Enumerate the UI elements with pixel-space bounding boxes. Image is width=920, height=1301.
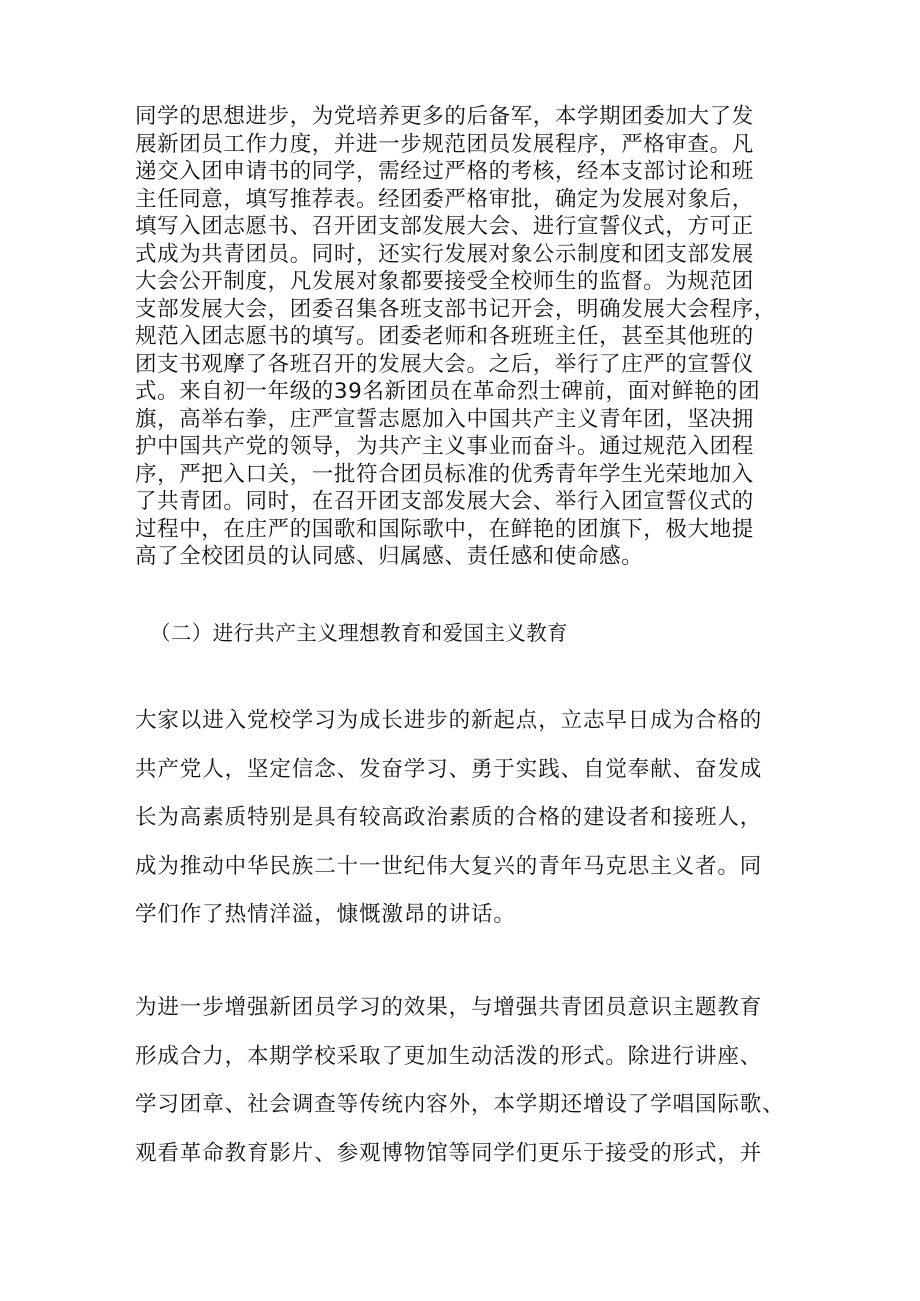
text-line: 主任同意，填写推荐表。经团委严格审批，确定为发展对象后， [135, 186, 754, 212]
text-line: 式成为共青团员。同时，还实行发展对象公示制度和团支部发展 [135, 241, 754, 267]
text-line: 高了全校团员的认同感、归属感、责任感和使命感。 [135, 544, 644, 569]
text-line: 学们作了热情洋溢，慷慨激昂的讲话。 [135, 902, 516, 927]
text-line: 递交入团申请书的同学，需经过严格的考核，经本支部讨论和班 [135, 159, 754, 184]
section-heading: （二）进行共产主义理想教育和爱国主义教育 [150, 621, 568, 645]
text-line: 展新团员工作力度，并进一步规范团员发展程序，严格审查。凡 [135, 131, 754, 157]
text-line: 规范入团志愿书的填写。团委老师和各班班主任，甚至其他班的 [135, 324, 754, 349]
text-line: 填写入团志愿书、召开团支部发展大会、进行宣誓仪式，方可正 [135, 214, 754, 239]
text-line: 形成合力，本期学校采取了更加生动活泼的形式。除进行讲座、 [135, 1043, 763, 1069]
text-line: 支部发展大会，团委召集各班支部书记开会，明确发展大会程序， [135, 296, 776, 322]
text-line: 大家以进入党校学习为成长进步的新起点，立志早日成为合格的 [135, 708, 763, 733]
text-line: 共产党人，坚定信念、发奋学习、勇于实践、自觉奉献、奋发成 [135, 756, 763, 782]
text-line: 了共青团。同时，在召开团支部发展大会、举行入团宣誓仪式的 [135, 489, 754, 514]
text-line: 学习团章、社会调查等传统内容外，本学期还增设了学唱国际歌、 [135, 1092, 785, 1117]
text-line: 过程中，在庄严的国歌和国际歌中，在鲜艳的团旗下，极大地提 [135, 516, 754, 542]
text-line: 护中国共产党的领导，为共产主义事业而奋斗。通过规范入团程 [135, 434, 754, 459]
text-line: 观看革命教育影片、参观博物馆等同学们更乐于接受的形式，并 [135, 1140, 763, 1166]
text-line: 成为推动中华民族二十一世纪伟大复兴的青年马克思主义者。同 [135, 853, 763, 879]
text-line: 同学的思想进步，为党培养更多的后备军，本学期团委加大了发 [135, 104, 754, 129]
paragraph-membership-development [135, 103, 800, 571]
paragraph-party-school [135, 706, 815, 949]
text-line: 团支书观摩了各班召开的发展大会。之后，举行了庄严的宣誓仪 [135, 351, 754, 377]
text-line: 大会公开制度，凡发展对象都要接受全校师生的监督。为规范团 [135, 269, 754, 294]
text-line: 式。来自初一年级的39名新团员在革命烈士碑前，面对鲜艳的团 [135, 379, 761, 404]
text-line: 旗，高举右拳，庄严宣誓志愿加入中国共产主义青年团，坚决拥 [135, 406, 754, 432]
text-line: 序，严把入口关，一批符合团员标准的优秀青年学生光荣地加入 [135, 461, 754, 487]
paragraph-learning-forms [135, 993, 815, 1187]
text-line: 长为高素质特别是具有较高政治素质的合格的建设者和接班人， [135, 805, 763, 830]
text-line: 为进一步增强新团员学习的效果，与增强共青团员意识主题教育 [135, 995, 763, 1020]
